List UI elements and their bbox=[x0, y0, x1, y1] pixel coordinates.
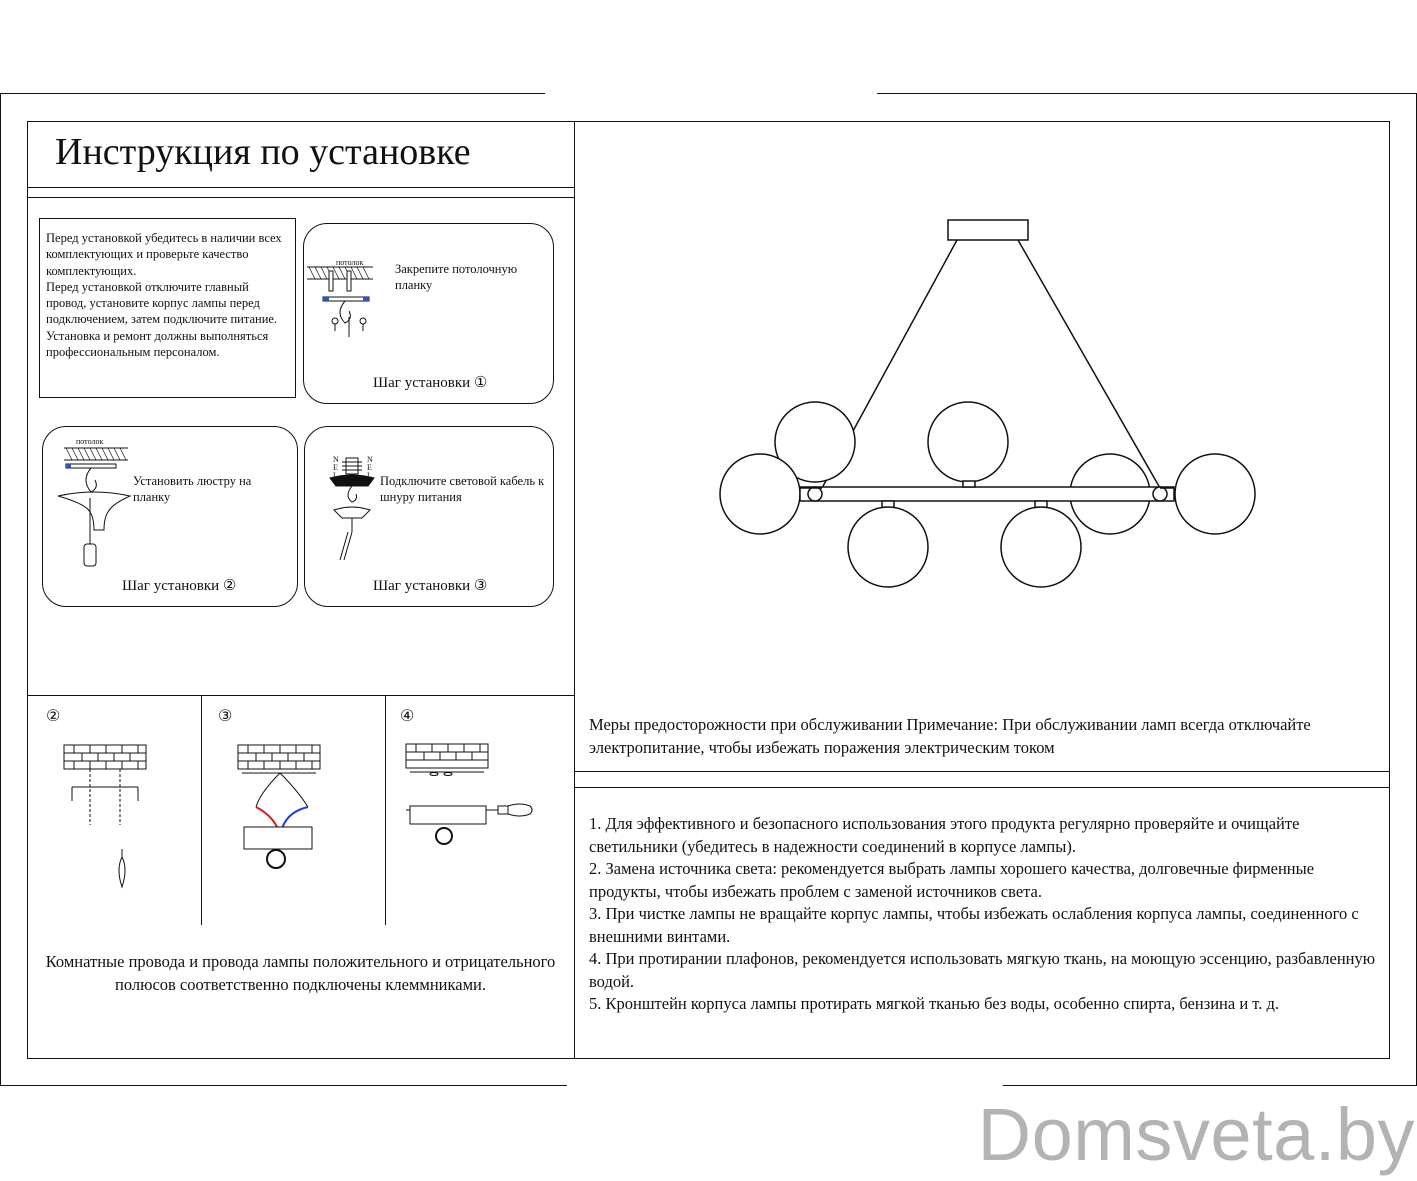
brick-ceiling-illustration bbox=[62, 745, 152, 895]
wire-connection-illustration bbox=[236, 745, 326, 875]
top-rule-right bbox=[877, 93, 1417, 94]
bottom-rule-left bbox=[0, 1085, 567, 1086]
screwdriver-fix-illustration bbox=[404, 742, 539, 852]
ceiling-label: потолок bbox=[336, 258, 364, 267]
step-2-text: Установить люстру на планку bbox=[133, 474, 252, 504]
step-1-text: Закрепите потолочную планку bbox=[395, 262, 518, 292]
ceiling-plate-illustration bbox=[305, 255, 385, 345]
precaution-text: Меры предосторожности при обслуживании Примечание: При обслуживании ламп всегда отключайте электропитание, чтобы избежать поражения электрическим током bbox=[589, 715, 1311, 757]
rule-item: 3. При чистке лампы не вращайте корпус лампы, чтобы избежать ослабления корпуса лампы, соединенного с внешними винтами. bbox=[589, 904, 1359, 946]
rule-item: 2. Замена источника света: рекомендуется выбрать лампы хорошего качества, долговечные фирменные продукты, чтобы избежать проблем с заменой источников света. bbox=[589, 859, 1315, 901]
wiring-caption: Комнатные провода и провода лампы положительного и отрицательного полюсов соответственно подключены клеммниками. bbox=[45, 952, 556, 994]
terminal-letter: E bbox=[333, 463, 338, 472]
notice-line: Перед установкой отключите главный провод, установите корпус лампы перед подключением, затем подключите питание. bbox=[46, 279, 278, 327]
frame-left bbox=[0, 93, 1, 1086]
chandelier-illustration bbox=[700, 205, 1300, 625]
wiring-divider-2 bbox=[385, 695, 386, 925]
rule-item: 5. Кронштейн корпуса лампы протирать мягкой тканью без воды, особенно спирта, бензина и т. д. bbox=[589, 994, 1280, 1013]
terminal-letter: N bbox=[333, 455, 339, 464]
ceiling-label: потолок bbox=[76, 437, 104, 446]
rule-item: 4. При протирании плафонов, рекомендуется использовать мягкую ткань, на моющую эссенцию, разбавленную водой. bbox=[589, 949, 1376, 991]
terminal-letter: L bbox=[367, 471, 372, 480]
terminal-letter: E bbox=[367, 463, 372, 472]
right-rule-1 bbox=[574, 771, 1390, 772]
step-2-label: Шаг установки ② bbox=[122, 578, 237, 594]
center-divider bbox=[574, 121, 575, 1059]
top-rule-left bbox=[0, 93, 545, 94]
step-3-text: Подключите световой кабель к шнуру питания bbox=[380, 474, 545, 504]
title-rule-2 bbox=[27, 197, 575, 198]
title-rule-1 bbox=[27, 187, 575, 188]
terminal-letter: L bbox=[333, 471, 338, 480]
wiring-number: ② bbox=[46, 708, 61, 725]
terminal-letter: N bbox=[367, 455, 373, 464]
right-rule-2 bbox=[574, 787, 1390, 788]
maintenance-rules bbox=[589, 813, 1389, 1016]
wiring-number: ③ bbox=[218, 708, 233, 725]
wiring-number: ④ bbox=[400, 708, 415, 725]
notice-box bbox=[39, 218, 296, 398]
notice-line: Установка и ремонт должны выполняться профессиональным персоналом. bbox=[46, 328, 269, 360]
bottom-rule-right bbox=[1003, 1085, 1417, 1086]
notice-line: Перед установкой убедитесь в наличии всех комплектующих и проверьте качество комплектующих. bbox=[46, 231, 282, 278]
step-3-label: Шаг установки ③ bbox=[373, 578, 488, 594]
rule-item: 1. Для эффективного и безопасного использования этого продукта регулярно проверяйте и очищайте светильники (убедитесь в надежности соединений в корпусе лампы). bbox=[589, 814, 1300, 856]
chandelier-mount-illustration bbox=[44, 440, 134, 575]
wiring-top-rule bbox=[27, 695, 575, 696]
step-1-label: Шаг установки ① bbox=[373, 375, 488, 391]
watermark-text: Domsveta.by bbox=[977, 1093, 1415, 1176]
page-title: Инструкция по установке bbox=[55, 131, 471, 173]
wiring-divider-1 bbox=[201, 695, 202, 925]
